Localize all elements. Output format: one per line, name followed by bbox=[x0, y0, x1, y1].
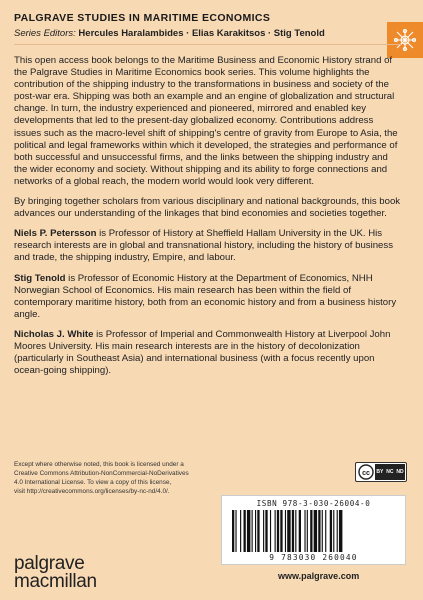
creative-commons-icon bbox=[357, 464, 375, 480]
license-url[interactable]: visit http://creativecommons.org/licenses/by-nc-nd/4.0/. bbox=[14, 488, 170, 495]
isbn-digits: 9 783030 260040 bbox=[269, 553, 358, 562]
barcode-bar bbox=[299, 510, 301, 552]
barcode-bar bbox=[277, 510, 279, 552]
license-line: Creative Commons Attribution-NonCommercial-NoDerivatives bbox=[14, 470, 189, 477]
license-notice bbox=[14, 460, 284, 496]
barcode-bar bbox=[333, 510, 334, 552]
editors-label: Series Editors: bbox=[14, 28, 76, 39]
barcode-bar bbox=[285, 510, 286, 552]
barcode-bar bbox=[247, 510, 250, 552]
author-bio-text: is Professor of History at Sheffield Hallam University in the UK. His research interests are in global and transnational history, including the history of business and trade, the shipping industry, Empire, and labour. bbox=[14, 228, 393, 264]
barcode-bar bbox=[292, 510, 294, 552]
author-bio-text: is Professor of Economic History at the Department of Economics, NHH Norwegian School of Economics. His main research has been within the field of contemporary maritime history, both from an economic history and from a business history angle. bbox=[14, 272, 397, 320]
author-bio bbox=[14, 329, 402, 377]
barcode-bar bbox=[337, 510, 338, 552]
barcode-bar bbox=[275, 510, 276, 552]
barcode-bar bbox=[232, 510, 234, 552]
barcode-bar bbox=[339, 510, 342, 552]
barcode-bar bbox=[235, 510, 236, 552]
barcode-bar bbox=[325, 510, 326, 552]
barcode-bar bbox=[280, 510, 282, 552]
barcode-bar bbox=[287, 510, 290, 552]
barcode-bar bbox=[255, 510, 256, 552]
series-editors bbox=[14, 28, 325, 39]
barcode-bar bbox=[252, 510, 253, 552]
publisher-name: palgrave bbox=[14, 553, 85, 574]
nc-label: NC bbox=[386, 469, 394, 475]
cc-label: cc bbox=[362, 469, 370, 477]
author-bio bbox=[14, 273, 402, 321]
publisher-website[interactable]: www.palgrave.com bbox=[278, 571, 360, 581]
license-terms-strip bbox=[375, 464, 405, 480]
nd-label: ND bbox=[396, 469, 404, 475]
barcode-bar bbox=[310, 510, 312, 552]
license-line: 4.0 International License. To view a copy of this license, bbox=[14, 479, 172, 486]
barcode-bar bbox=[322, 510, 323, 552]
barcode-bar bbox=[265, 510, 267, 552]
author-bio-text: is Professor of Imperial and Commonwealth History at Liverpool John Moores University. His main research interests are in the history of decolonization (particularly in Southeast Asia) and international business (with a focus recently upon ocean-going shipping). bbox=[14, 328, 391, 377]
back-cover-text bbox=[14, 55, 402, 385]
barcode-bar bbox=[263, 510, 264, 552]
series-title: PALGRAVE STUDIES IN MARITIME ECONOMICS bbox=[14, 12, 271, 24]
creative-commons-badge[interactable] bbox=[355, 462, 407, 482]
series-logo bbox=[387, 22, 423, 58]
editors-names: Hercules Haralambides · Elias Karakitsos · Stig Tenold bbox=[78, 28, 325, 39]
barcode-bar bbox=[270, 510, 271, 552]
isbn-barcode bbox=[221, 495, 406, 565]
barcode-bar bbox=[307, 510, 308, 552]
barcode-bars bbox=[232, 510, 397, 552]
author-name: Niels P. Petersson bbox=[14, 228, 97, 240]
license-line: Except where otherwise noted, this book is licensed under a bbox=[14, 461, 184, 468]
barcode-bar bbox=[314, 510, 317, 552]
barcode-bar bbox=[244, 510, 246, 552]
author-name: Nicholas J. White bbox=[14, 328, 94, 340]
barcode-bar bbox=[304, 510, 305, 552]
author-bio bbox=[14, 228, 402, 264]
barcode-bar bbox=[330, 510, 332, 552]
author-name: Stig Tenold bbox=[14, 272, 66, 284]
barcode-bar bbox=[318, 510, 320, 552]
by-label: BY bbox=[376, 469, 384, 475]
description-paragraph: This open access book belongs to the Maritime Business and Economic History strand of the Palgrave Studies in Maritime Economics book series. This volume highlights the contribution of the shipping industry to the transformations in business and society of the post-war era. Shipping was both an example and an engine of globalization and structural change. In turn, the industry experienced and pioneered, mirrored and enabled key developments that led to the present-day globalized economy. Contributions address issues such as the macro-level shift of shipping's centre of gravity from Europe to Asia, the political and legal frameworks within which it developed, the strategies and performance of both successful and unsuccessful firms, and the links between the shipping industry and the wider economy and society. Without shipping and its ability to forge connections and networks of a global reach, the modern world would look very different. bbox=[14, 55, 398, 187]
barcode-bar bbox=[295, 510, 296, 552]
compass-star-icon bbox=[393, 28, 417, 52]
publisher-logo bbox=[14, 555, 97, 591]
isbn-label: ISBN 978-3-030-26004-0 bbox=[256, 499, 371, 508]
barcode-bar bbox=[240, 510, 241, 552]
publisher-name: macmillan bbox=[14, 571, 97, 592]
description-paragraph: By bringing together scholars from various disciplinary and national backgrounds, this book advances our understanding of the linkages that bind economies and societies together. bbox=[14, 196, 401, 220]
barcode-bar bbox=[257, 510, 259, 552]
header-divider bbox=[14, 44, 402, 45]
